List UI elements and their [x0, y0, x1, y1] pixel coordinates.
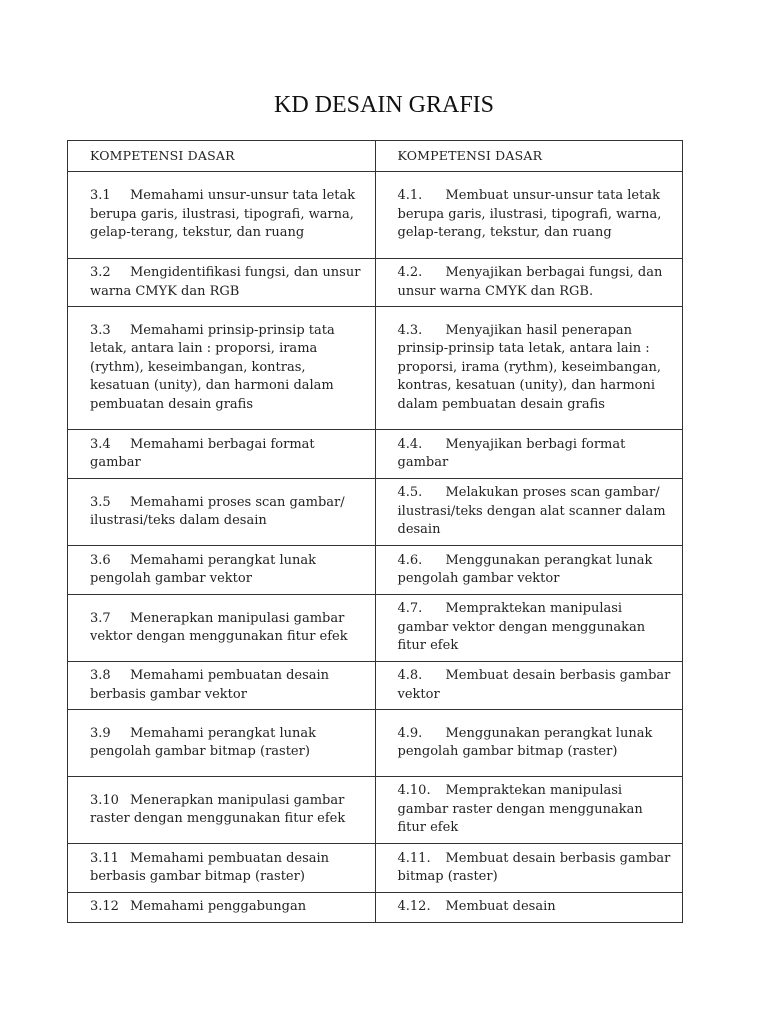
kd-number: 3.8 — [90, 668, 111, 683]
kd-number: 3.12 — [90, 899, 119, 915]
kd-number: 3.10 — [90, 792, 119, 808]
kd-number: 3.3 — [90, 322, 111, 338]
cell-kd4 — [375, 662, 683, 710]
kd-text: Memahami berbagai format gambar — [90, 436, 315, 470]
cell-kd3 — [68, 430, 376, 479]
kd-number: 3.11 — [90, 850, 119, 866]
cell-kd3 — [68, 172, 376, 259]
cell-kd4 — [375, 777, 683, 844]
kd-text: Memahami pembuatan desain berbasis gambar bitmap (raster) — [90, 850, 330, 884]
kd-number: 3.6 — [90, 552, 111, 568]
cell-kd4 — [375, 893, 683, 923]
kd-text: Menggunakan perangkat lunak pengolah gambar bitmap (raster) — [397, 725, 653, 759]
kd-text: Mempraktekan manipulasi gambar raster dengan menggunakan fitur efek — [397, 783, 643, 836]
kd-number: 3.7 — [90, 610, 111, 626]
header-left: KOMPETENSI DASAR — [68, 141, 376, 172]
kd-text: Membuat desain — [445, 899, 556, 915]
table-row — [68, 259, 683, 307]
kd-text: Menggunakan perangkat lunak pengolah gambar vektor — [397, 552, 653, 586]
kd-number: 4.12. — [397, 899, 431, 915]
cell-kd4 — [375, 172, 683, 259]
kd-text: Menerapkan manipulasi gambar vektor dengan menggunakan fitur efek — [90, 610, 348, 644]
cell-kd3 — [68, 662, 376, 710]
table-row — [68, 844, 683, 893]
kd-text: Memahami penggabungan — [130, 899, 307, 915]
competency-table — [67, 140, 683, 923]
table-row — [68, 595, 683, 662]
table-row — [68, 546, 683, 595]
cell-kd3 — [68, 595, 376, 662]
cell-kd4 — [375, 307, 683, 430]
kd-number: 4.7. — [397, 601, 423, 617]
kd-text: Memahami proses scan gambar/ ilustrasi/teks dalam desain — [90, 494, 345, 528]
kd-number: 4.6. — [397, 552, 423, 568]
table-row — [68, 479, 683, 546]
cell-kd3 — [68, 893, 376, 923]
cell-kd3 — [68, 777, 376, 844]
cell-kd4 — [375, 430, 683, 479]
cell-kd3 — [68, 710, 376, 777]
table-row — [68, 777, 683, 844]
table-row — [68, 307, 683, 430]
kd-text: Memahami unsur-unsur tata letak berupa garis, ilustrasi, tipografi, warna, gelap-terang, tekstur, dan ruang — [90, 188, 356, 241]
kd-number: 4.1. — [397, 188, 423, 204]
kd-text: Memahami perangkat lunak pengolah gambar vektor — [90, 552, 317, 586]
kd-text: Membuat desain berbasis gambar bitmap (raster) — [397, 850, 671, 884]
table-row — [68, 172, 683, 259]
kd-number: 4.2. — [397, 265, 423, 280]
cell-kd3 — [68, 844, 376, 893]
kd-text: Membuat unsur-unsur tata letak berupa garis, ilustrasi, tipografi, warna, gelap-terang, tekstur, dan ruang — [397, 188, 662, 241]
kd-text: Menyajikan berbagi format gambar — [397, 436, 626, 470]
kd-number: 4.10. — [397, 783, 431, 799]
kd-text: Melakukan proses scan gambar/ ilustrasi/teks dengan alat scanner dalam desain — [397, 485, 666, 538]
kd-number: 4.11. — [397, 850, 431, 866]
cell-kd3 — [68, 307, 376, 430]
cell-kd4 — [375, 479, 683, 546]
kd-number: 3.9 — [90, 725, 111, 741]
page-title: KD DESAIN GRAFIS — [273, 92, 495, 118]
kd-text: Memahami pembuatan desain berbasis gambar vektor — [90, 668, 330, 702]
kd-number: 4.9. — [397, 725, 423, 741]
cell-kd3 — [68, 546, 376, 595]
table-row — [68, 893, 683, 923]
table-row — [68, 430, 683, 479]
kd-number: 4.3. — [397, 322, 423, 338]
cell-kd3 — [68, 259, 376, 307]
kd-text: Memahami perangkat lunak pengolah gambar bitmap (raster) — [90, 725, 317, 759]
kd-text: Menyajikan berbagai fungsi, dan unsur warna CMYK dan RGB. — [397, 265, 663, 299]
kd-number: 3.5 — [90, 494, 111, 510]
kd-text: Menyajikan hasil penerapan prinsip-prinsip tata letak, antara lain : proporsi, irama (rythm), keseimbangan, kontras, kesatuan (unity), dan harmoni dalam pembuatan desain grafis — [397, 322, 661, 412]
kd-number: 4.4. — [397, 436, 423, 452]
cell-kd4 — [375, 710, 683, 777]
cell-kd3 — [68, 479, 376, 546]
cell-kd4 — [375, 546, 683, 595]
cell-kd4 — [375, 844, 683, 893]
kd-text: Mempraktekan manipulasi gambar vektor dengan menggunakan fitur efek — [397, 601, 646, 654]
kd-number: 4.5. — [397, 485, 423, 501]
header-right: KOMPETENSI DASAR — [375, 141, 683, 172]
table-header-row — [68, 141, 683, 172]
cell-kd4 — [375, 595, 683, 662]
table-row — [68, 662, 683, 710]
kd-text: Menerapkan manipulasi gambar raster dengan menggunakan fitur efek — [90, 792, 346, 826]
kd-text: Membuat desain berbasis gambar vektor — [397, 668, 671, 702]
kd-text: Memahami prinsip-prinsip tata letak, antara lain : proporsi, irama (rythm), keseimbangan, kontras, kesatuan (unity), dan harmoni dalam pembuatan desain grafis — [90, 322, 335, 412]
kd-number: 3.4 — [90, 436, 111, 452]
cell-kd4 — [375, 259, 683, 307]
kd-text: Mengidentifikasi fungsi, dan unsur warna CMYK dan RGB — [90, 265, 361, 299]
kd-number: 3.2 — [90, 265, 111, 280]
kd-number: 4.8. — [397, 668, 423, 683]
table-row — [68, 710, 683, 777]
kd-number: 3.1 — [90, 188, 111, 204]
